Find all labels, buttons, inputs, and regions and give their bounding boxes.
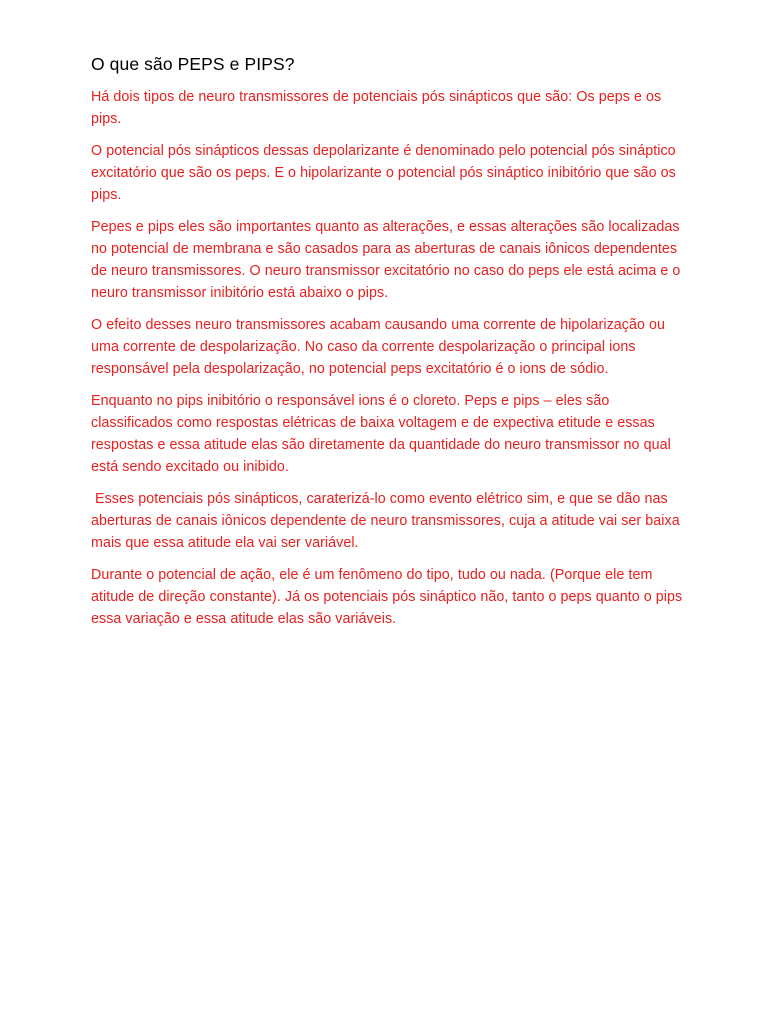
paragraph-2: O potencial pós sinápticos dessas depolarizante é denominado pelo potencial pós sináptico excitatório que são os peps. E o hipolarizante o potencial pós sináptico inibitório que são os pips. (91, 143, 676, 203)
paragraph-1: Há dois tipos de neuro transmissores de potenciais pós sinápticos que são: Os peps e os pips. (91, 89, 662, 127)
paragraph-3: Pepes e pips eles são importantes quanto as alterações, e essas alterações são localizadas no potencial de membrana e são casados para as aberturas de canais iônicos dependentes de neuro transmissores. O neuro transmissor excitatório no caso do peps ele está acima e o neuro transmissor inibitório está abaixo o pips. (91, 219, 681, 301)
paragraph-6: Esses potenciais pós sinápticos, caraterizá-lo como evento elétrico sim, e que se dão nas aberturas de canais iônicos dependente de neuro transmissores, cuja a atitude vai ser baixa mais que essa atitude ela vai ser variável. (91, 491, 680, 551)
paragraph-4: O efeito desses neuro transmissores acabam causando uma corrente de hipolarização ou uma corrente de despolarização. No caso da corrente despolarização o principal ions responsável pela despolarização, no potencial peps excitatório é o ions de sódio. (91, 317, 666, 377)
paragraph-7: Durante o potencial de ação, ele é um fenômeno do tipo, tudo ou nada. (Porque ele tem atitude de direção constante). Já os potenciais pós sináptico não, tanto o peps quanto o pips essa variação e essa atitude elas são variáveis. (91, 567, 683, 627)
paragraph-5: Enquanto no pips inibitório o responsável ions é o cloreto. Peps e pips – eles são classificados como respostas elétricas de baixa voltagem e de expectiva etitude e essas respostas e essa atitude elas são diretamente da quantidade do neuro transmissor no qual está sendo excitado ou inibido. (91, 393, 671, 475)
document-page (91, 52, 691, 640)
document-title: O que são PEPS e PIPS? (91, 54, 295, 74)
